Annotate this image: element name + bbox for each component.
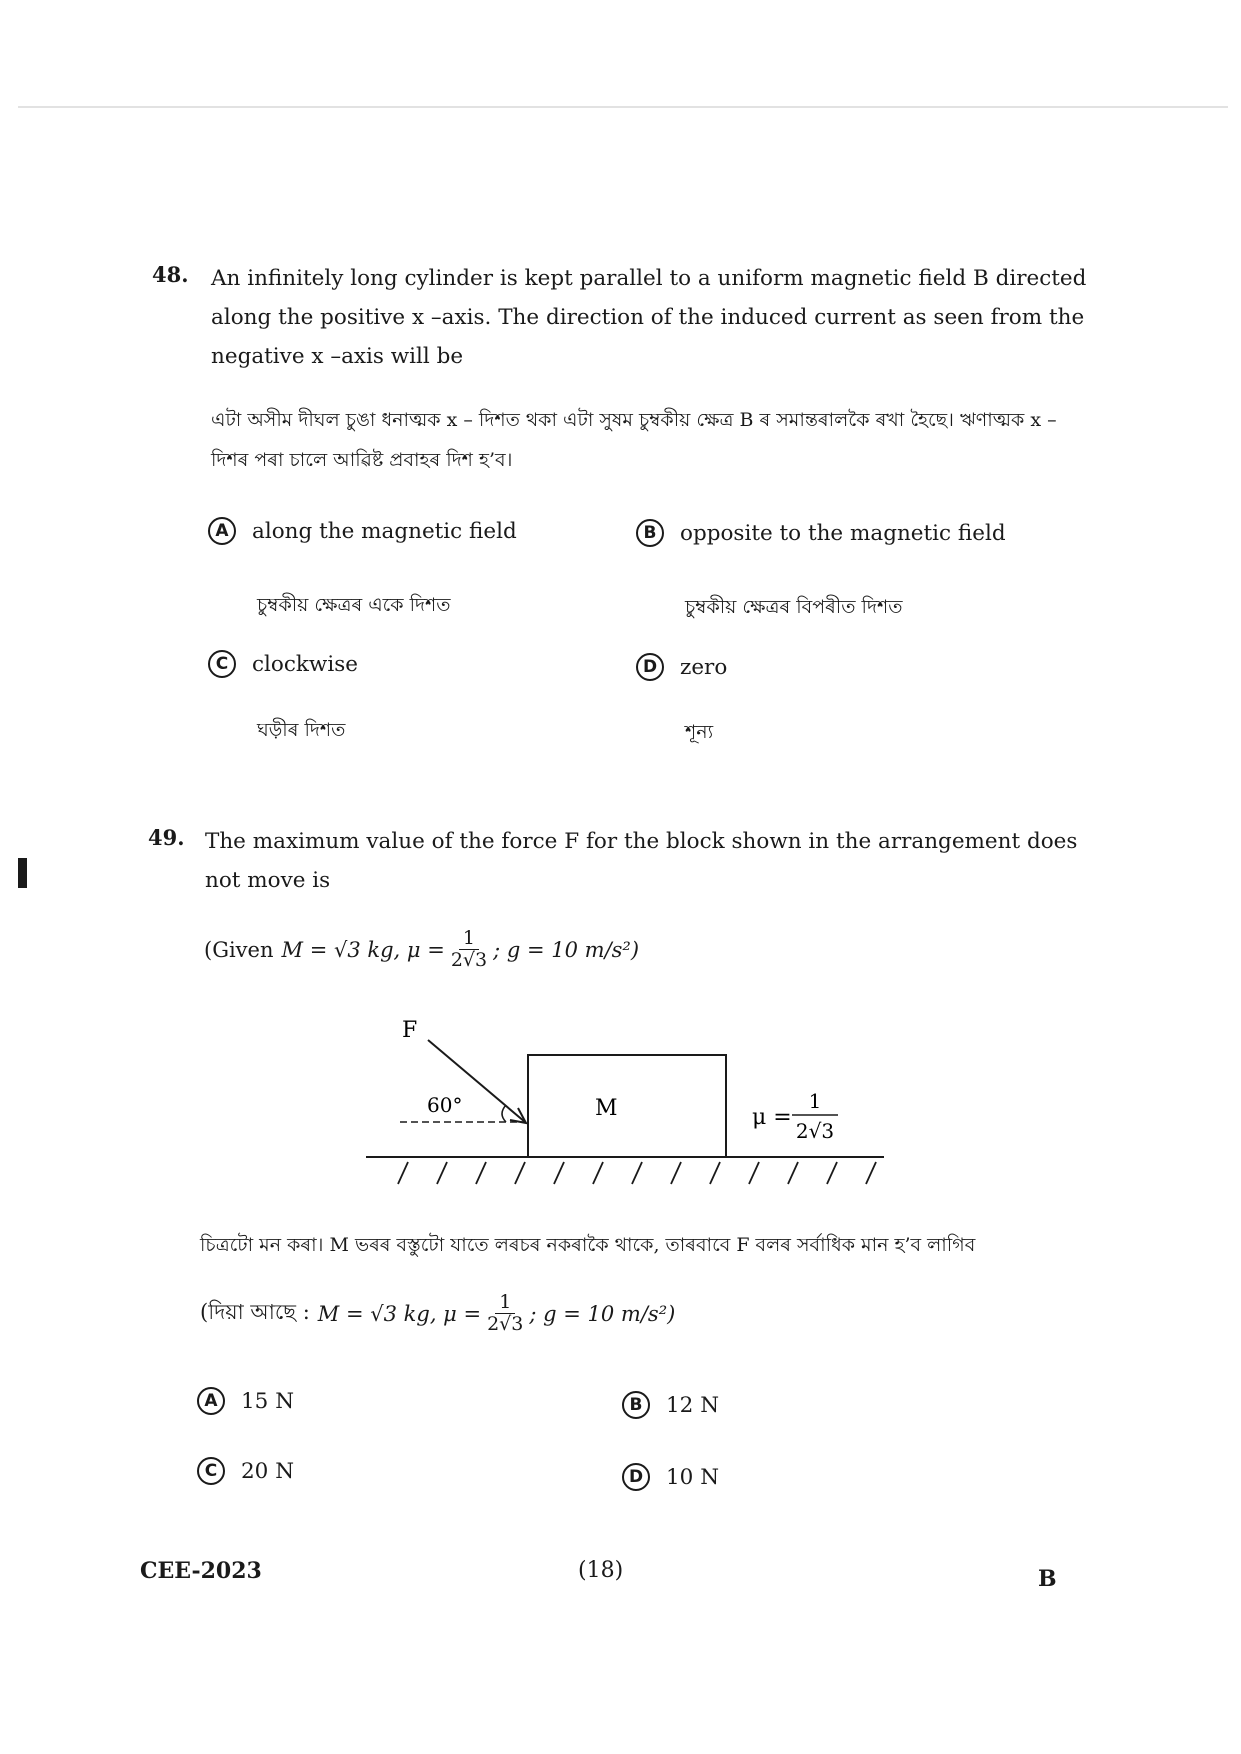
angle-arc — [502, 1105, 506, 1122]
q49-option-d[interactable] — [622, 1463, 719, 1491]
mu-den: 2√3 — [795, 1119, 835, 1143]
q49-option-a[interactable] — [197, 1387, 294, 1415]
given-en-frac-den: 2√3 — [450, 949, 488, 971]
mu-num: 1 — [808, 1089, 822, 1113]
given-as-frac-num: 1 — [495, 1292, 515, 1314]
angle-label: 60° — [427, 1093, 463, 1117]
given-as-suffix: ; g = 10 m/s²) — [529, 1301, 676, 1326]
ground-hatching — [398, 1162, 876, 1184]
given-as-body: M = √3 kg, μ = — [317, 1301, 482, 1326]
option-c-icon: C — [197, 1457, 225, 1485]
q48-option-c-en: clockwise — [252, 651, 358, 677]
q49-option-a-text: 15 N — [241, 1388, 295, 1414]
q49-option-b[interactable] — [622, 1391, 719, 1419]
q48-option-a-as: চুম্বকীয় ক্ষেত্ৰৰ একে দিশত — [257, 594, 451, 616]
option-d-icon: D — [622, 1463, 650, 1491]
q48-option-d-en: zero — [680, 654, 728, 680]
footer-page-number: (18) — [578, 1558, 624, 1583]
option-b-icon: B — [636, 519, 664, 547]
given-en-suffix: ; g = 10 m/s²) — [493, 937, 640, 962]
q48-option-c[interactable] — [208, 650, 358, 678]
given-en-fraction — [451, 928, 487, 971]
q49-option-b-text: 12 N — [666, 1392, 720, 1418]
q48-option-c-as: ঘড়ীৰ দিশত — [257, 719, 346, 741]
option-a-icon: A — [197, 1387, 225, 1415]
q48-option-d-as: শূন্য — [685, 721, 714, 743]
given-as-frac-den: 2√3 — [487, 1313, 524, 1335]
given-en-body: M = √3 kg, μ = — [281, 937, 445, 962]
q49-option-c[interactable] — [197, 1457, 294, 1485]
q49-given-as — [200, 1292, 675, 1335]
q49-diagram — [360, 1010, 900, 1190]
q49-option-c-text: 20 N — [241, 1458, 295, 1484]
q48-option-b-as: চুম্বকীয় ক্ষেত্ৰৰ বিপৰীত দিশত — [685, 596, 903, 618]
q48-option-a-en: along the magnetic field — [252, 518, 517, 544]
given-en-prefix: (Given — [204, 937, 274, 962]
footer-booklet-series: B — [1038, 1566, 1057, 1592]
footer-exam-code: CEE-2023 — [140, 1558, 262, 1584]
q49-text-as: চিত্ৰটো মন কৰা। M ভৰৰ বস্তুটো যাতে লৰচৰ নকৰাকৈ থাকে, তাৰবাবে F বলৰ সৰ্বাধিক মান হ’ব লাগিব — [200, 1234, 976, 1256]
block — [528, 1055, 726, 1157]
q48-option-d[interactable] — [636, 653, 727, 681]
block-label: M — [595, 1096, 618, 1121]
q49-number: 49. — [148, 825, 185, 850]
option-d-icon: D — [636, 653, 664, 681]
force-label: F — [402, 1018, 418, 1043]
q49-given-en — [204, 928, 639, 971]
mu-label: μ = — [752, 1105, 792, 1130]
option-c-icon: C — [208, 650, 236, 678]
q49-option-d-text: 10 N — [666, 1464, 720, 1490]
given-en-frac-num: 1 — [459, 928, 479, 950]
q48-number: 48. — [152, 262, 189, 287]
top-rule — [18, 106, 1228, 108]
margin-mark — [18, 858, 27, 888]
q48-option-b-en: opposite to the magnetic field — [680, 520, 1006, 546]
q49-text-en: The maximum value of the force F for the block shown in the arrangement does not move is — [205, 829, 1078, 893]
option-b-icon: B — [622, 1391, 650, 1419]
given-as-prefix: (দিয়া আছে : — [200, 1300, 310, 1324]
option-a-icon: A — [208, 517, 236, 545]
q48-text-en: An infinitely long cylinder is kept parallel to a uniform magnetic field B directed along the positive x –axis. The direction of the induced current as seen from the negative x –axis will be — [211, 266, 1087, 369]
q48-option-b[interactable] — [636, 519, 1006, 547]
q48-option-a[interactable] — [208, 517, 517, 545]
q48-text-as: এটা অসীম দীঘল চুঙা ধনাত্মক x – দিশত থকা এটা সুষম চুম্বকীয় ক্ষেত্ৰ B ৰ সমান্তৰালকৈ ৰখা হৈছে। ঋণাত্মক x – দিশৰ পৰা চালে আৱিষ্ট প্ৰবাহৰ দিশ হ’ব। — [211, 409, 1057, 471]
given-as-fraction — [487, 1292, 523, 1335]
